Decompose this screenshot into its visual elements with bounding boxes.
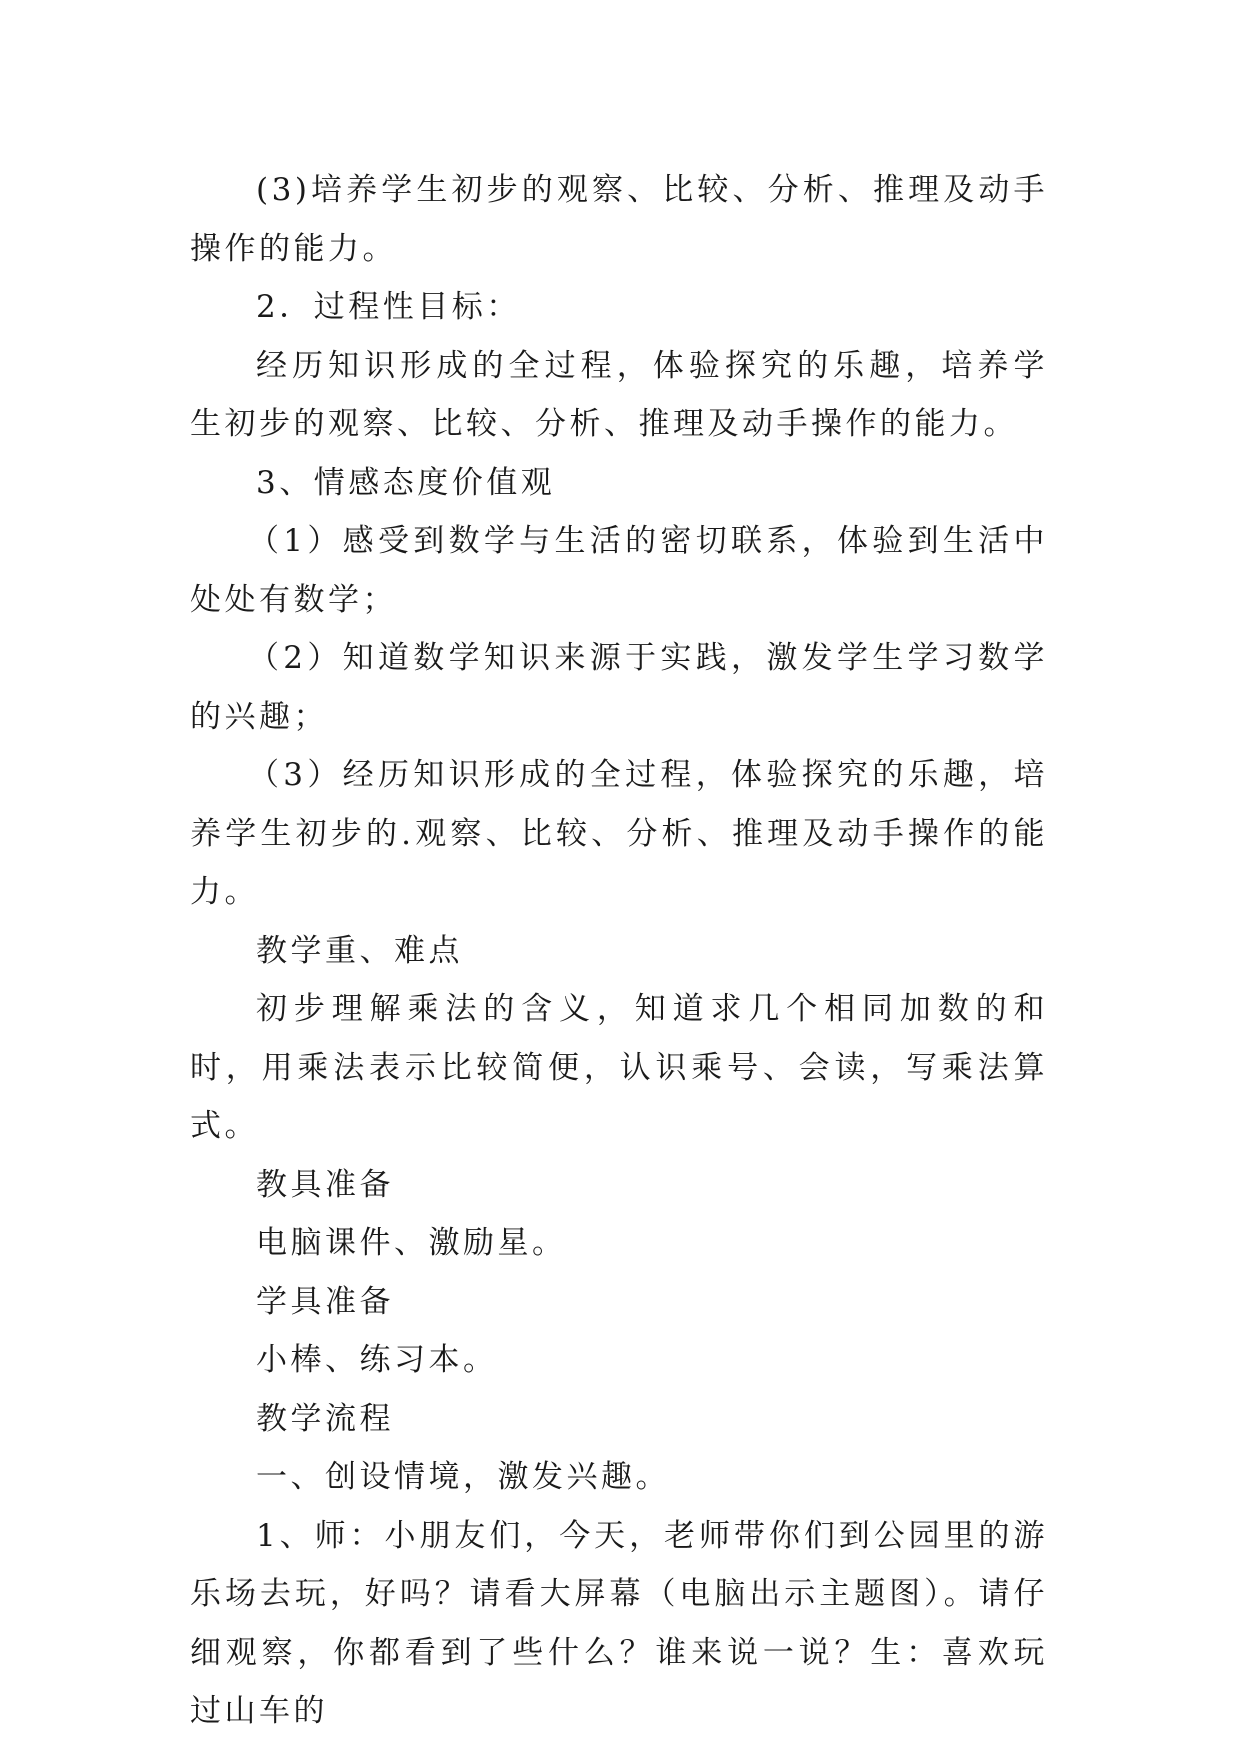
heading-teaching-aids: 教具准备 (256, 1166, 394, 1203)
paragraph-ability-goal: (3)培养学生初步的观察、比较、分析、推理及动手操作的能力。 (190, 172, 1048, 267)
paragraph-teaching-aids: 电脑课件、激励星。 (256, 1225, 567, 1261)
paragraph-step-one: 1、师：小朋友们，今天，老师带你们到公园里的游乐场去玩，好吗？请看大屏幕（电脑出示主题图）。请仔细观察，你都看到了些什么？谁来说一说？生：喜欢玩过山车的 (190, 1517, 1048, 1729)
heading-student-aids: 学具准备 (256, 1283, 394, 1320)
heading-teaching-flow: 教学流程 (256, 1400, 394, 1437)
heading-key-points: 教学重、难点 (256, 932, 463, 969)
paragraph-key-points: 初步理解乘法的含义，知道求几个相同加数的和时，用乘法表示比较简便，认识乘号、会读，写乘法算式。 (190, 991, 1048, 1144)
paragraph-process-goal: 经历知识形成的全过程，体验探究的乐趣，培养学生初步的观察、比较、分析、推理及动手操作的能力。 (190, 347, 1048, 442)
document-page (190, 161, 1048, 1741)
paragraph-emotion-3: （3）经历知识形成的全过程，体验探究的乐趣，培养学生初步的.观察、比较、分析、推理及动手操作的能力。 (190, 757, 1048, 910)
paragraph-emotion-2: （2）知道数学知识来源于实践，激发学生学习数学的兴趣； (190, 640, 1048, 735)
paragraph-emotion-1: （1）感受到数学与生活的密切联系，体验到生活中处处有数学； (190, 523, 1048, 618)
heading-process-goal: 2．过程性目标： (256, 289, 521, 325)
heading-emotion-values: 3、情感态度价值观 (256, 464, 556, 501)
heading-section-one: 一、创设情境，激发兴趣。 (256, 1459, 670, 1495)
paragraph-student-aids: 小棒、练习本。 (256, 1342, 498, 1378)
